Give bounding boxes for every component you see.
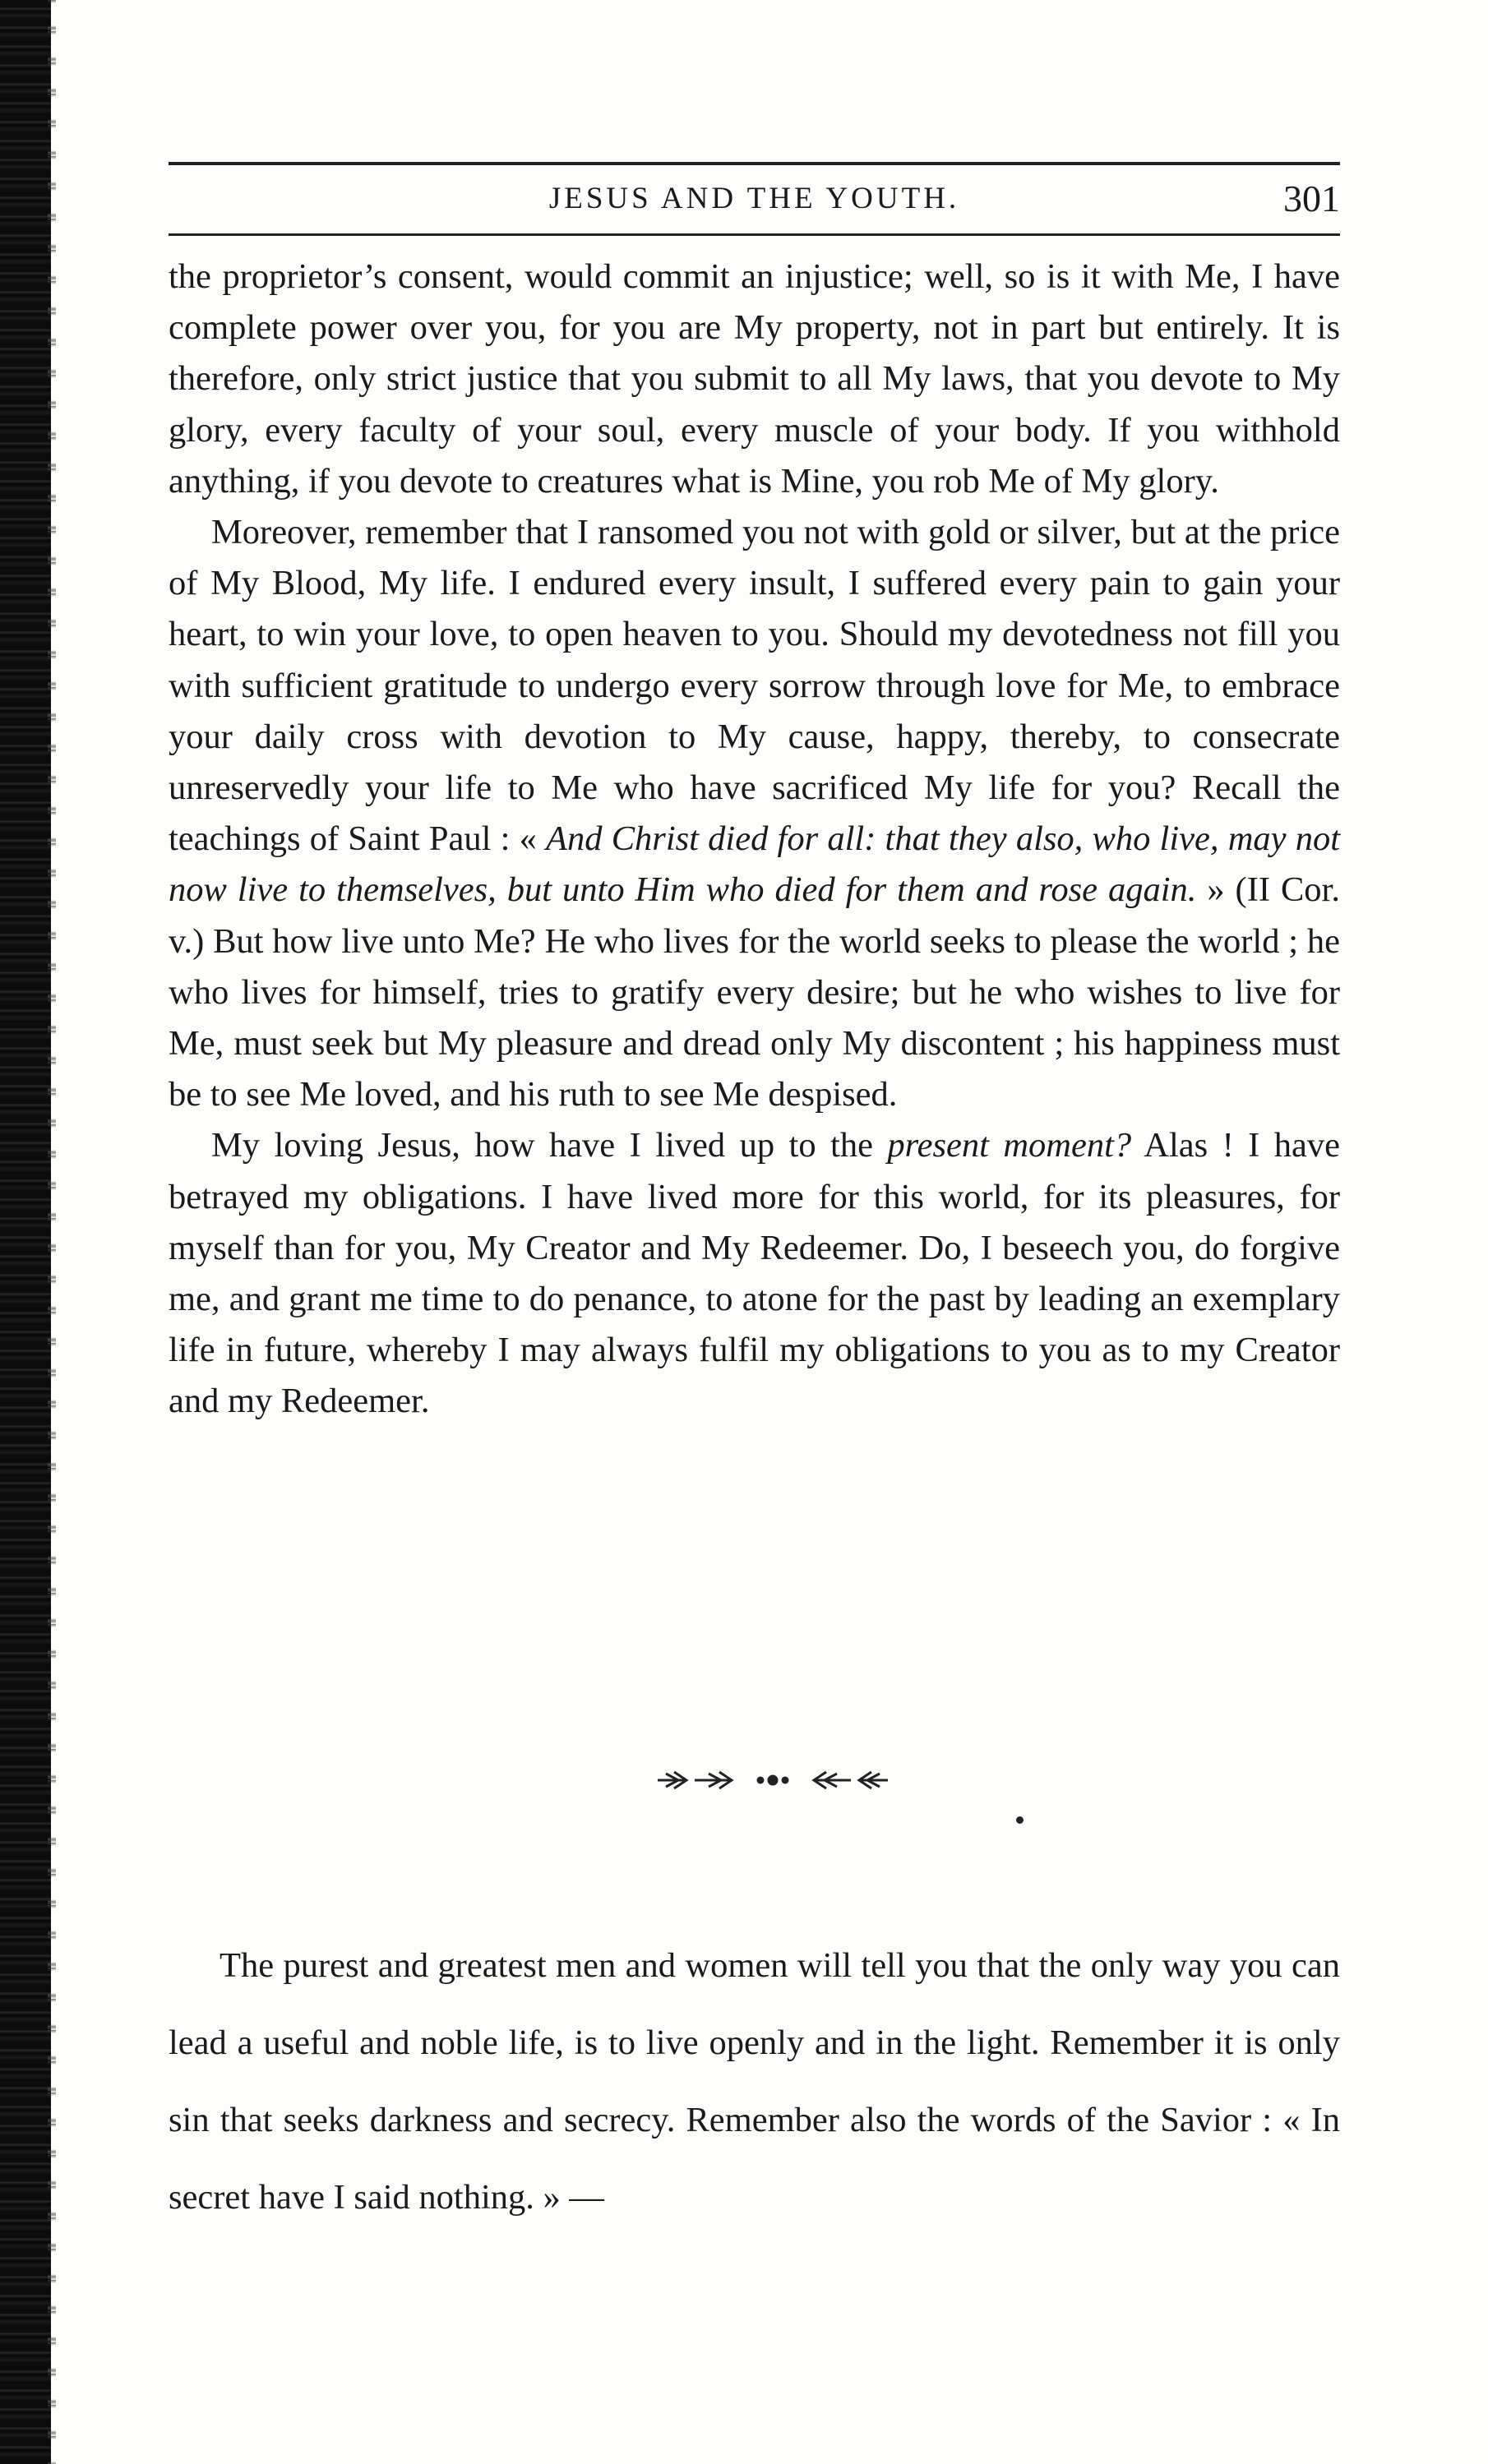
paragraph-3-italic: present moment? (887, 1126, 1132, 1165)
running-title: JESUS AND THE YOUTH. (548, 182, 960, 215)
closing-paragraph-text: The purest and greatest men and women will tell you that the only way you can lead a useful and noble life, is to live openly and in the light. Remember it is only sin that seeks darkness and secrecy. Remember also the words of the Savior : « In secret have I said nothing. » — (169, 1946, 1340, 2217)
paragraph-3-text-b: Alas ! I have betrayed my obligations. I have lived more for this world, for its pleasures, for myself than for you, My Creator and My Redeemer. Do, I beseech you, do forgive me, and grant me time to do penance, to atone for the past by leading an exemplary life in future, whereby I may always fulfil my obligations to you as to my Creator and my Redeemer. (169, 1126, 1340, 1421)
paragraph-2-text-b: » (II Cor. v.) But how live unto Me? He who lives for the world seeks to please the world ; he who lives for himself, tries to gratify every desire; but he who wishes to live for Me, must seek but My pleasure and dread only My discontent ; his happiness must be to see Me loved, and his ruth to see Me despised. (169, 870, 1340, 1114)
closing-paragraph (169, 1927, 1340, 2236)
paragraph-2 (169, 507, 1340, 1120)
scripture-quote: And Christ died for all: that they also, who live, may not now live to themselves, but unto Him who died for them and rose again. (169, 819, 1341, 910)
running-head (169, 174, 1340, 224)
paragraph-3-text-a: My loving Jesus, how have I lived up to the (211, 1126, 888, 1165)
book-binding-edge (0, 0, 51, 2464)
body-text (169, 251, 1340, 1428)
stray-dot (1016, 1816, 1024, 1824)
fleuron-divider-icon (649, 1764, 896, 1797)
paragraph-3 (169, 1120, 1340, 1427)
page-number: 301 (1283, 178, 1340, 219)
paragraph-2-text-a: Moreover, remember that I ransomed you not with gold or silver, but at the price of My Blood, My life. I endured every insult, I suffered every pain to gain your heart, to win your love, to open heaven to you. Should my devotedness not fill you with sufficient gratitude to undergo every sorrow through love for Me, to embrace your daily cross with devotion to My cause, happy, thereby, to consecrate unreservedly your life to Me who have sacrificed My life for you? Recall the teachings of Saint Paul : « (169, 513, 1340, 859)
header-top-rule (169, 162, 1340, 165)
header-bottom-rule (169, 233, 1340, 236)
paragraph-1: the proprietor’s consent, would commit an injustice; well, so is it with Me, I have complete power over you, for you are My property, not in part but entirely. It is therefore, only strict justice that you submit to all My laws, that you devote to My glory, every faculty of your soul, every muscle of your body. If you withhold anything, if you devote to creatures what is Mine, you rob Me of My glory. (169, 257, 1340, 501)
